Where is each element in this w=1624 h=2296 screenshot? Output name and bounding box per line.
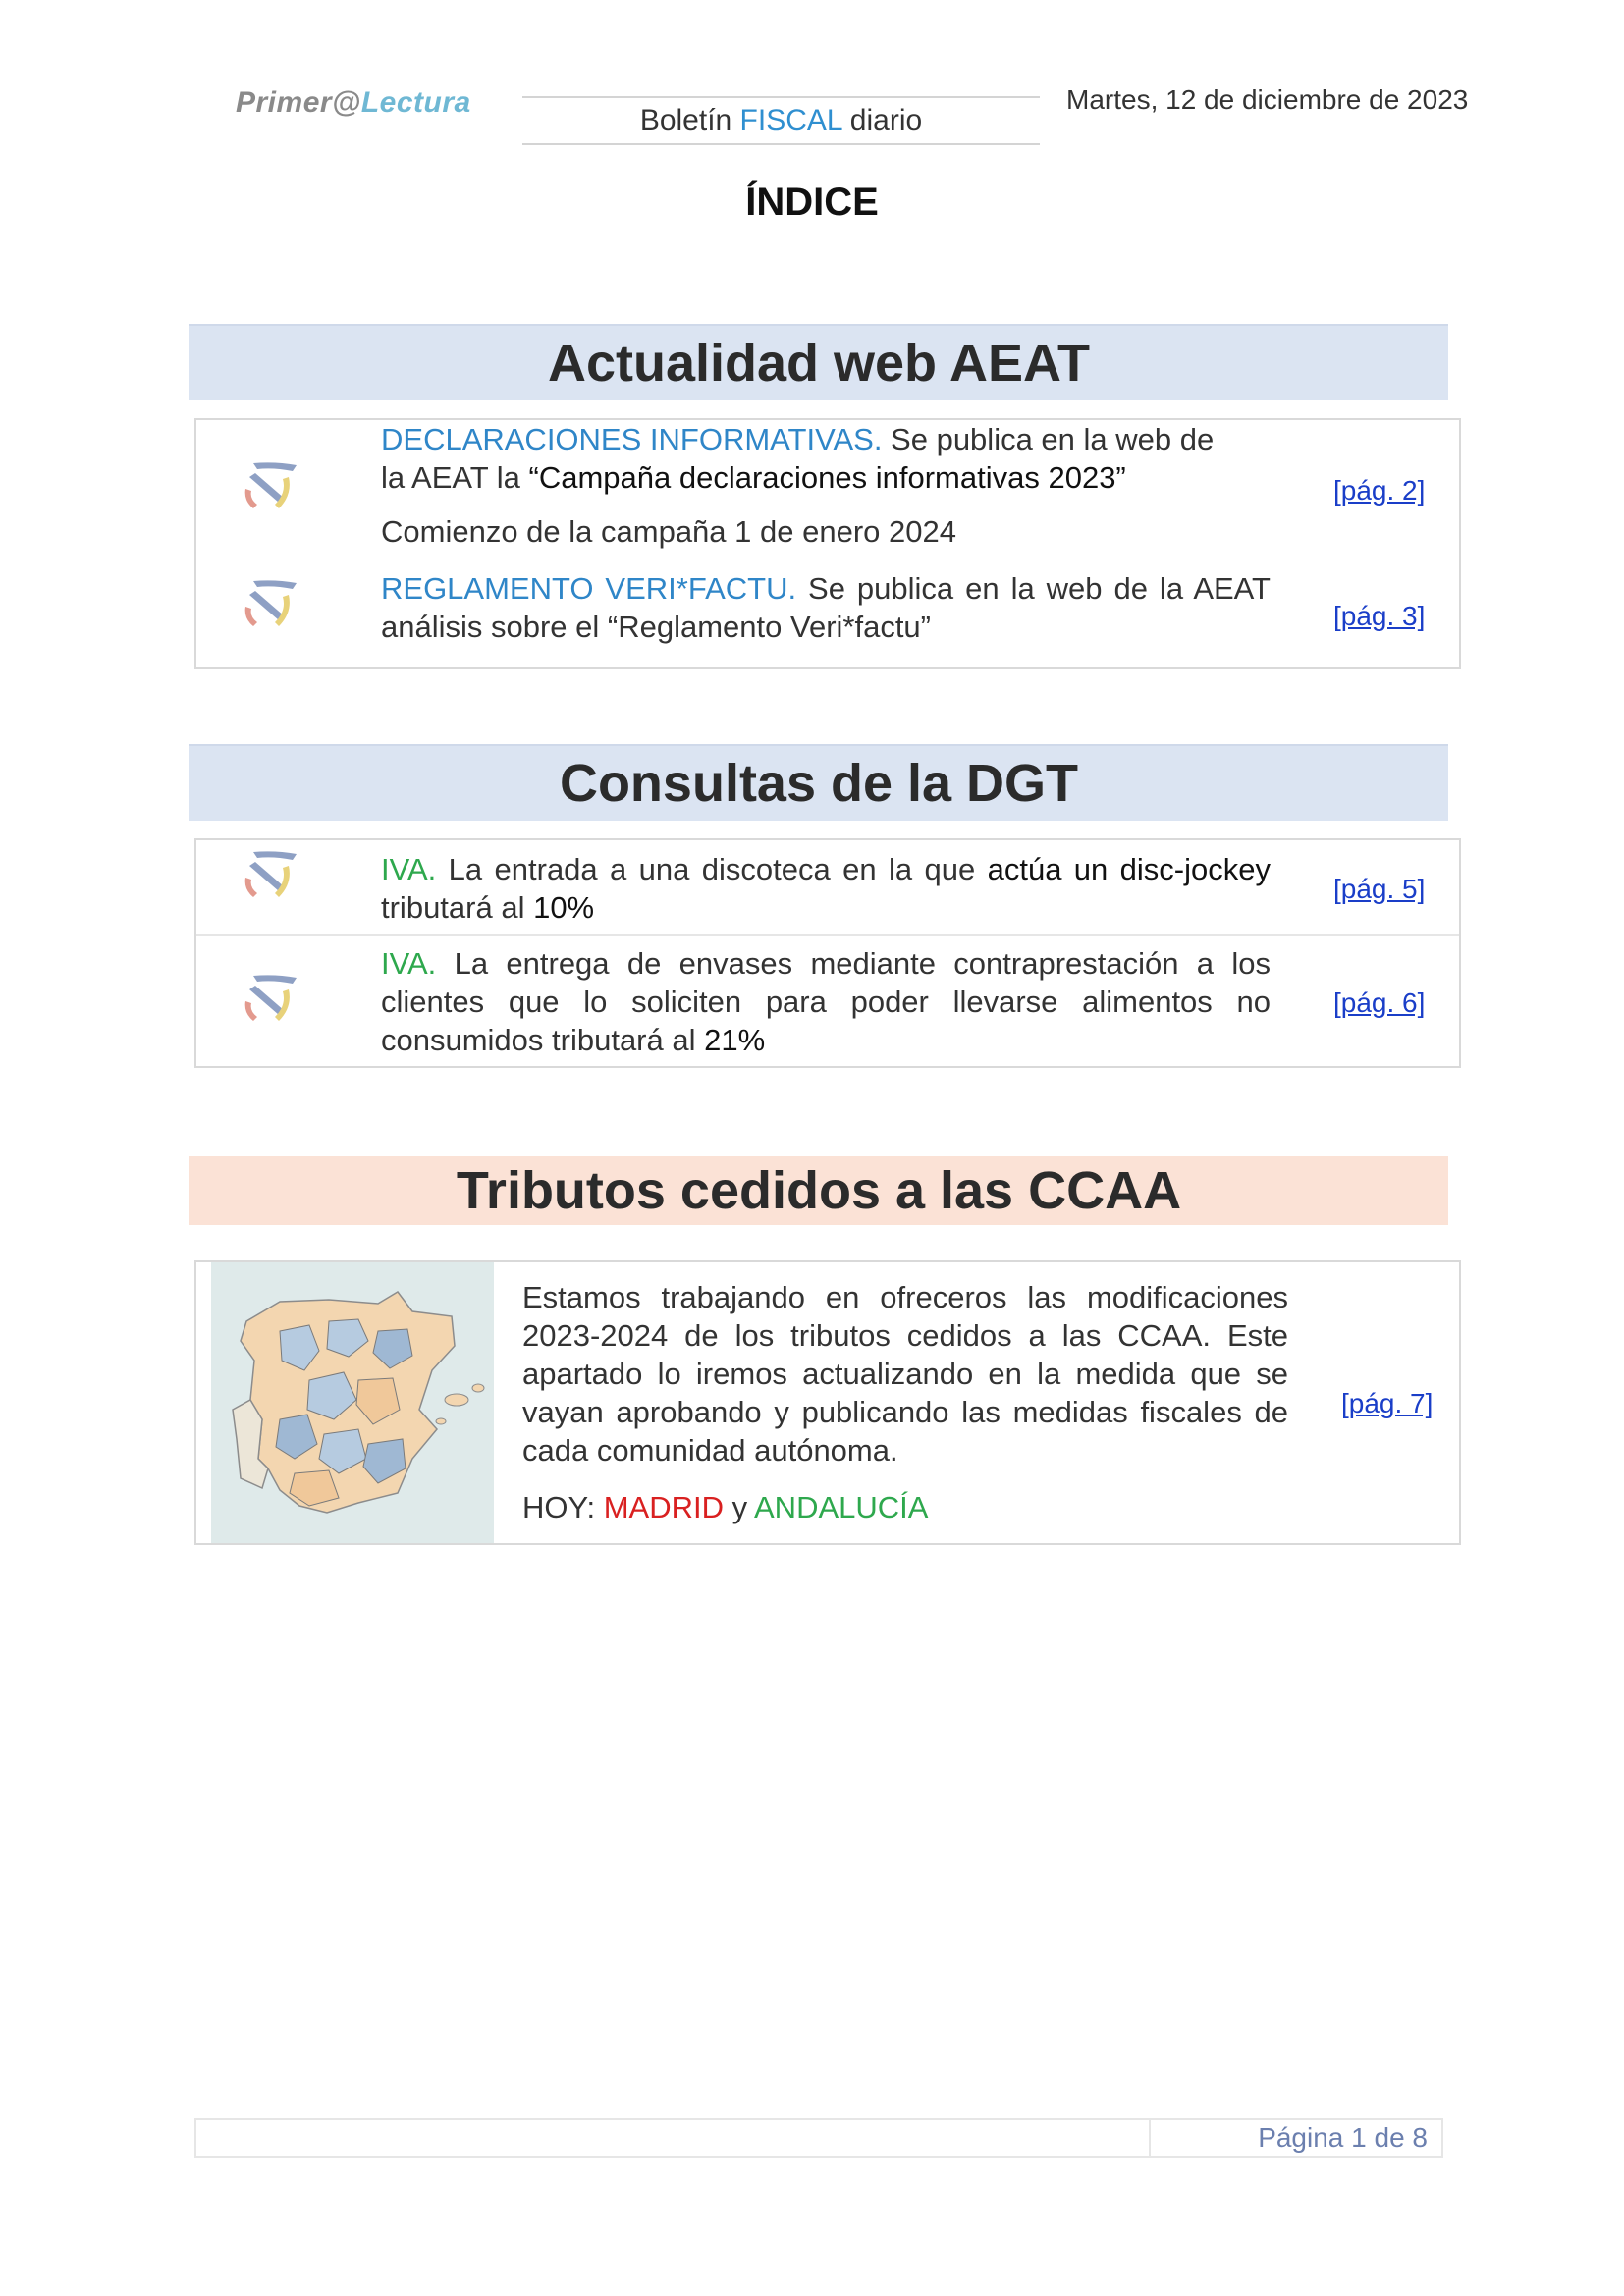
aeat-item2-text: REGLAMENTO VERI*FACTU. Se publica en la web de la AEAT análisis sobre el “Reglamento Veri*factu” [381,571,1271,644]
dgt-item2-text: IVA. La entrega de envases mediante contraprestación a los clientes que lo soliciten para poder llevarse alimentos no consumidos tributará al 21% [381,946,1271,1057]
dgt-item2-rate: 21% [704,1023,766,1057]
ccaa-description: Estamos trabajando en ofreceros las modificaciones 2023-2024 de los tributos cedidos a las CCAA. Este apartado lo iremos actualizando en la medida que se vayan aprobando y publicando las medidas fiscales de cada comunidad autónoma. [522,1280,1288,1468]
aeat-logo-icon [236,844,304,903]
dgt-items-box [194,838,1461,1068]
bulletin-fiscal-word: FISCAL [739,104,842,136]
region-andalucia: ANDALUCÍA [754,1490,929,1524]
aeat-items-box [194,418,1461,669]
publisher-logo [236,86,471,120]
spain-map-icon [211,1262,494,1543]
aeat-logo-icon [236,455,304,514]
logo-part2: Lectura [360,86,471,119]
aeat-item1-page-link[interactable]: [pág. 2] [1333,475,1426,506]
spain-map-image [211,1262,494,1543]
ccaa-today-line: HOY: MADRID y ANDALUCÍA [522,1490,929,1524]
logo-part1: Primer@ [236,86,361,119]
dgt-item1-keyword: IVA. [381,852,437,886]
dgt-item1-highlight: actúa un disc-jockey [987,852,1271,886]
aeat-item1-text: DECLARACIONES INFORMATIVAS. Se publica en la web de la AEAT la “Campaña declaraciones informativas 2023” [381,422,1215,495]
aeat-item2-keyword: REGLAMENTO VERI*FACTU. [381,571,797,606]
aeat-item2-page-link[interactable]: [pág. 3] [1333,601,1426,631]
bulletin-title-box [522,96,1040,145]
section-banner-aeat: Actualidad web AEAT [189,324,1448,400]
ccaa-box [194,1260,1461,1545]
aeat-item1-keyword: DECLARACIONES INFORMATIVAS. [381,422,883,456]
section-banner-dgt: Consultas de la DGT [189,744,1448,821]
section-banner-ccaa: Tributos cedidos a las CCAA [189,1156,1448,1225]
aeat-logo-icon [236,968,304,1027]
footer-divider [1149,2120,1151,2156]
bulletin-title: Boletín FISCAL diario [639,104,923,136]
publication-date: Martes, 12 de diciembre de 2023 [1066,84,1469,115]
region-madrid: MADRID [603,1490,724,1524]
page-footer [194,2118,1443,2158]
dgt-item1-page-link[interactable]: [pág. 5] [1333,874,1426,904]
dgt-item1-text: IVA. La entrada a una discoteca en la que actúa un disc-jockey tributará al 10% [381,852,1271,925]
aeat-item1-subtext: Comienzo de la campaña 1 de enero 2024 [381,514,956,549]
dgt-item2-page-link[interactable]: [pág. 6] [1333,988,1426,1018]
aeat-item1-highlight: “Campaña declaraciones informativas 2023” [528,460,1126,495]
dgt-item-divider [196,934,1459,936]
aeat-logo-icon [236,573,304,632]
dgt-item2-keyword: IVA. [381,946,437,981]
page-number: Página 1 de 8 [1258,2122,1428,2153]
index-title: ÍNDICE [745,181,879,224]
ccaa-page-link[interactable]: [pág. 7] [1341,1388,1434,1418]
dgt-item1-rate: 10% [533,890,595,925]
